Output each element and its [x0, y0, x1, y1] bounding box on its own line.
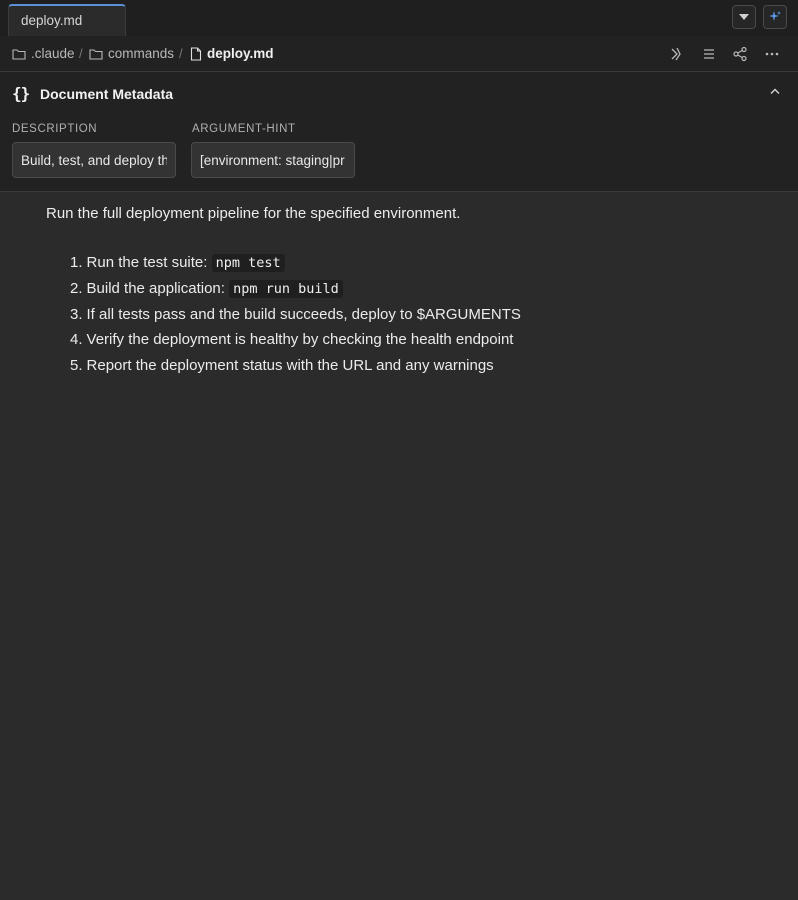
breadcrumb-label: .claude: [31, 46, 75, 61]
breadcrumb-item-commands[interactable]: [89, 46, 174, 61]
list-number: 2.: [70, 280, 83, 297]
list-item: [70, 306, 521, 326]
breadcrumb-label: deploy.md: [207, 46, 274, 61]
breadcrumb-label: commands: [108, 46, 175, 61]
list-number: 4.: [70, 331, 83, 348]
breadcrumb-separator: /: [179, 46, 183, 61]
description-field[interactable]: [12, 142, 176, 178]
list-number: 3.: [70, 306, 83, 323]
inline-code: npm run build: [229, 280, 343, 298]
tab-dropdown-button[interactable]: [732, 5, 756, 29]
argument-hint-label: ARGUMENT-HINT: [192, 123, 296, 135]
breadcrumb-item-deploy-md[interactable]: [190, 46, 274, 61]
sparkle-icon: [768, 10, 782, 24]
folder-icon: [89, 48, 103, 60]
argument-hint-field[interactable]: [191, 142, 355, 178]
folder-icon: [12, 48, 26, 60]
chevron-up-icon[interactable]: [769, 87, 781, 95]
intro-paragraph: Run the full deployment pipeline for the specified environment.: [46, 205, 461, 222]
list-text: Build the application:: [86, 280, 230, 297]
tab-bar: [0, 0, 798, 36]
list-item: [70, 254, 285, 274]
file-icon: [190, 47, 202, 61]
share-icon[interactable]: [732, 46, 748, 62]
outline-icon[interactable]: [668, 46, 684, 62]
list-item: [70, 280, 343, 300]
list-item: [70, 357, 494, 377]
metadata-title: Document Metadata: [40, 86, 174, 102]
document-metadata-panel: [0, 72, 798, 192]
list-text: Run the test suite:: [86, 254, 212, 271]
ai-assist-button[interactable]: [763, 5, 787, 29]
tab-label: deploy.md: [21, 13, 83, 28]
list-text: Verify the deployment is healthy by checking the health endpoint: [86, 331, 514, 348]
list-item: [70, 331, 513, 351]
breadcrumb-separator: /: [79, 46, 83, 61]
description-label: DESCRIPTION: [12, 123, 98, 135]
list-icon[interactable]: [701, 46, 717, 62]
list-text: Report the deployment status with the URL and any warnings: [86, 357, 494, 374]
breadcrumb-item-claude[interactable]: [12, 46, 75, 61]
inline-code: npm test: [212, 254, 285, 272]
tab-deploy-md[interactable]: [8, 4, 126, 36]
list-number: 1.: [70, 254, 83, 271]
list-text: If all tests pass and the build succeeds, deploy to $ARGUMENTS: [86, 306, 521, 323]
list-number: 5.: [70, 357, 83, 374]
chevron-down-icon: [739, 14, 749, 20]
more-icon[interactable]: [764, 46, 780, 62]
braces-icon: {}: [12, 84, 30, 103]
